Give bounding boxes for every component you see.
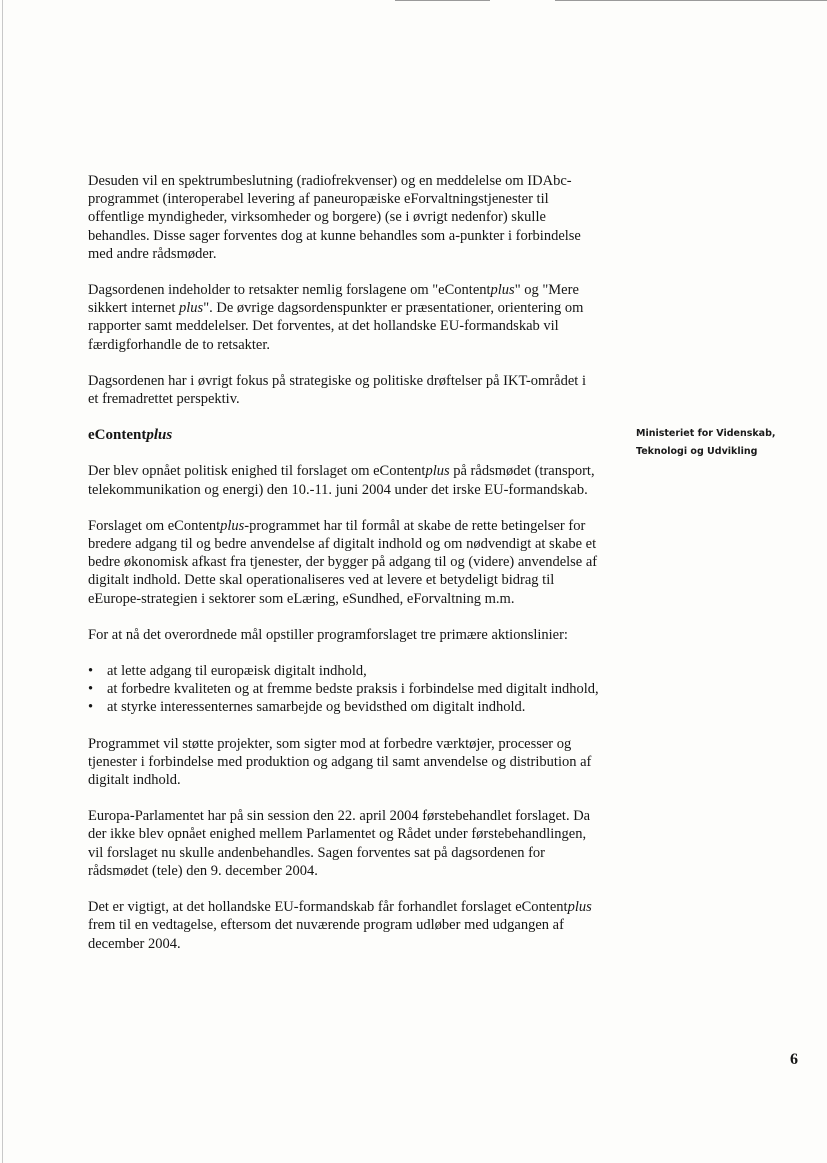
paragraph-5: Forslaget om eContentplus-programmet har til formål at skabe de rette betingelser for bredere adgang til og bedre anvendelse af digitalt indhold og om nødvendigt at skabe et bedre økonomisk afkast fra tjenester, der bygger på adgang til og (videre) anvendelse af digitalt indhold. Dette skal operationaliseres ved at levere et betydeligt bidrag til eEurope-strategien i sektorer som eLæring, eSundhed, eForvaltning m.m.: [88, 517, 598, 607]
paragraph-7: Programmet vil støtte projekter, som sigter mod at forbedre værktøjer, processer og tjenester i forbindelse med produktion og adgang til samt anvendelse og distribution af digitalt indhold.: [88, 735, 592, 789]
paragraph-6: For at nå det overordnede mål opstiller programforslaget tre primære aktionslinier:: [88, 626, 568, 643]
paragraph-1: Desuden vil en spektrumbeslutning (radiofrekvenser) og en meddelelse om IDAbc-programmet (interoperabel levering af paneuropæiske eForvaltningstjenester til offentlige myndigheder, virksomheder og borgere) (se i øvrigt nedenfor) skulle behandles. Disse sager forventes dog at kunne behandles som a-punkter i forbindelse med andre rådsmøder.: [88, 173, 581, 262]
page-number: 6: [790, 1051, 798, 1068]
paragraph-8: Europa-Parlamentet har på sin session den 22. april 2004 førstebehandlet forslaget. Da der ikke blev opnået enighed mellem Parlamentet og Rådet under førstebehandlingen, vil forslaget nu skulle andenbehandles. Sagen forventes sat på dagsordenen for rådsmødet (tele) den 9. december 2004.: [88, 808, 591, 879]
list-item: • at forbedre kvaliteten og at fremme bedste praksis i forbindelse med digitalt indhold,: [88, 680, 600, 698]
paragraph-4: Der blev opnået politisk enighed til forslaget om eContentplus på rådsmødet (transport, telekommunikation og energi) den 10.-11. juni 2004 under det irske EU-formandskab.: [88, 463, 595, 498]
paragraph-9: Det er vigtigt, at det hollandske EU-formandskab får forhandlet forslaget eContentplus frem til en vedtagelse, eftersom det nuværende program udløber med udgangen af december 2004.: [88, 899, 592, 952]
scan-artifact-line: [555, 0, 827, 1]
scan-edge: [2, 0, 3, 1163]
ministry-label: [636, 425, 806, 461]
paragraph-3: Dagsordenen har i øvrigt fokus på strategiske og politiske drøftelser på IKT-området i et fremadrettet perspektiv.: [88, 372, 586, 408]
scan-artifact-line: [395, 0, 490, 1]
ministry-line-2: Teknologi og Udvikling: [636, 446, 758, 457]
paragraph-2: Dagsordenen indeholder to retsakter nemlig forslagene om "eContentplus" og "Mere sikkert internet plus". De øvrige dagsordenspunkter er præsentationer, orientering om rapporter samt meddelelser. Det forventes, at det hollandske EU-formandskab vil færdigforhandle de to retsakter.: [88, 282, 584, 353]
section-heading: eContentplus: [88, 427, 173, 444]
ministry-line-1: Ministeriet for Videnskab,: [636, 428, 776, 439]
list-item: • at styrke interessenternes samarbejde og bevidsthed om digitalt indhold.: [88, 698, 600, 716]
bullet-list: [88, 662, 600, 717]
list-item: • at lette adgang til europæisk digitalt indhold,: [88, 662, 600, 680]
document-body: [88, 172, 600, 971]
